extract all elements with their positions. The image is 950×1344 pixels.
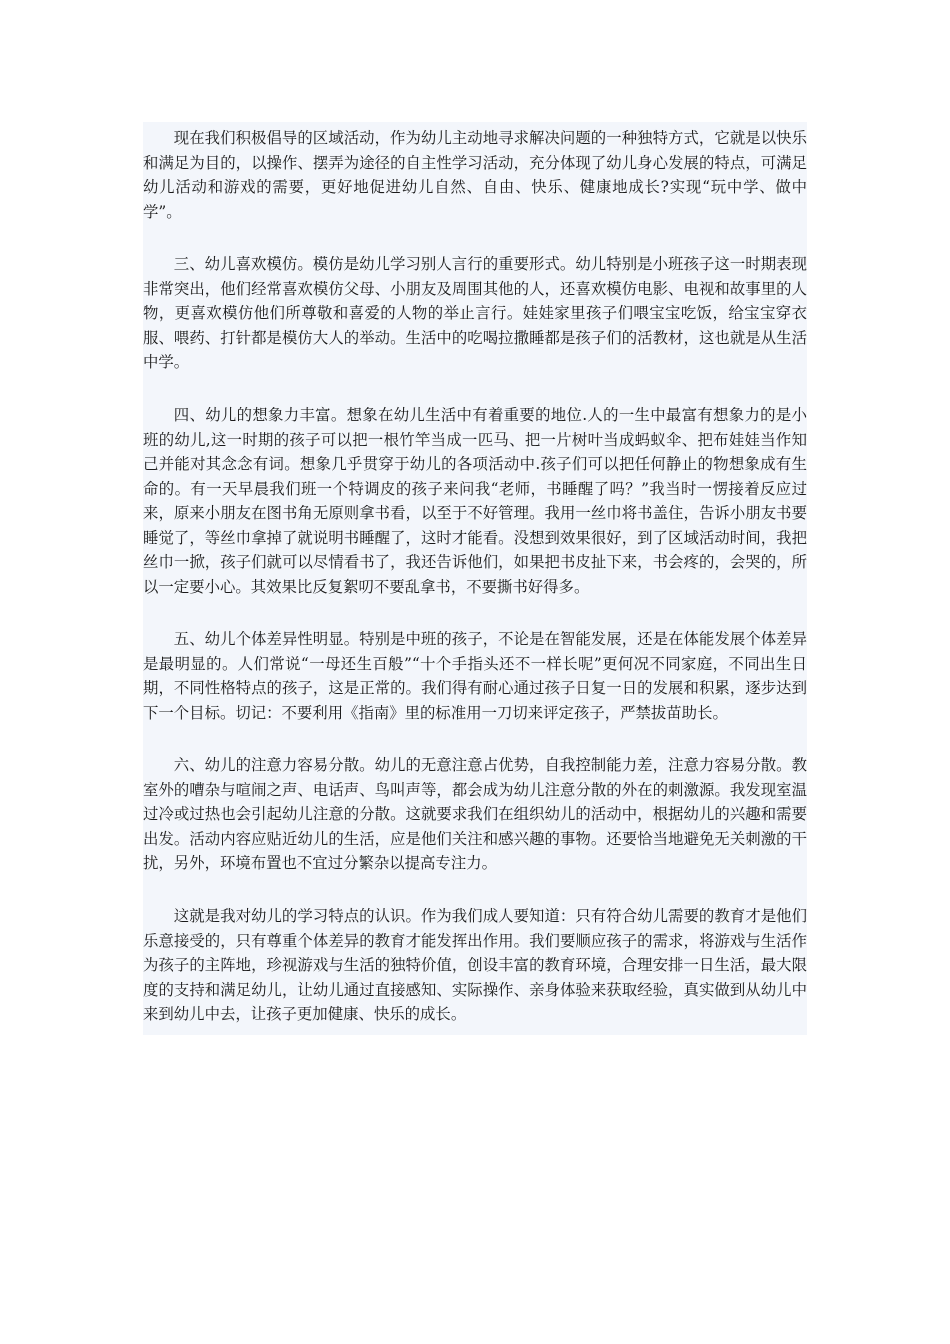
paragraph-attention: 六、幼儿的注意力容易分散。幼儿的无意注意占优势，自我控制能力差，注意力容易分散。教室外的嘈杂与喧闹之声、电话声、鸟叫声等，都会成为幼儿注意分散的外在的刺激源。我发现室温过冷或过热也会引起幼儿注意的分散。这就要求我们在组织幼儿的活动中，根据幼儿的兴趣和需要出发。活动内容应贴近幼儿的生活，应是他们关注和感兴趣的事物。还要恰当地避免无关刺激的干扰，另外，环境布置也不宜过分繁杂以提高专注力。: [143, 756, 807, 872]
paragraph-imagination: 四、幼儿的想象力丰富。想象在幼儿生活中有着重要的地位.人的一生中最富有想象力的是小班的幼儿,这一时期的孩子可以把一根竹竿当成一匹马、把一片树叶当成蚂蚁伞、把布娃娃当作知己并能对其念念有词。想象几乎贯穿于幼儿的各项活动中.孩子们可以把任何静止的物想象成有生命的。有一天早晨我们班一个特调皮的孩子来问我“老师，书睡醒了吗？”我当时一愣接着反应过来，原来小朋友在图书角无原则拿书看，以至于不好管理。我用一丝巾将书盖住，告诉小朋友书要睡觉了，等丝巾拿掉了就说明书睡醒了，这时才能看。没想到效果很好，到了区域活动时间，我把丝巾一掀，孩子们就可以尽情看书了，我还告诉他们，如果把书皮扯下来，书会疼的，会哭的，所以一定要小心。其效果比反复絮叨不要乱拿书，不要撕书好得多。: [143, 406, 807, 596]
paragraph-individual-differences: 五、幼儿个体差异性明显。特别是中班的孩子，不论是在智能发展，还是在体能发展个体差异是最明显的。人们常说“一母还生百般”“十个手指头还不一样长呢”更何况不同家庭，不同出生日期，不同性格特点的孩子，这是正常的。我们得有耐心通过孩子日复一日的发展和积累，逐步达到下一个目标。切记：不要利用《指南》里的标准用一刀切来评定孩子，严禁拔苗助长。: [143, 630, 807, 722]
paragraph-conclusion: 这就是我对幼儿的学习特点的认识。作为我们成人要知道：只有符合幼儿需要的教育才是他们乐意接受的，只有尊重个体差异的教育才能发挥出作用。我们要顺应孩子的需求，将游戏与生活作为孩子的主阵地，珍视游戏与生活的独特价值，创设丰富的教育环境，合理安排一日生活，最大限度的支持和满足幼儿，让幼儿通过直接感知、实际操作、亲身体验来获取经验，真实做到从幼儿中来到幼儿中去，让孩子更加健康、快乐的成长。: [143, 907, 807, 1023]
article-body: [143, 122, 807, 1035]
paragraph-imitation: 三、幼儿喜欢模仿。模仿是幼儿学习别人言行的重要形式。幼儿特别是小班孩子这一时期表现非常突出，他们经常喜欢模仿父母、小朋友及周围其他的人，还喜欢模仿电影、电视和故事里的人物，更喜欢模仿他们所尊敬和喜爱的人物的举止言行。娃娃家里孩子们喂宝宝吃饭，给宝宝穿衣服、喂药、打针都是模仿大人的举动。生活中的吃喝拉撒睡都是孩子们的活教材，这也就是从生活中学。: [143, 255, 807, 371]
paragraph-regional-activity: 现在我们积极倡导的区域活动，作为幼儿主动地寻求解决问题的一种独特方式，它就是以快乐和满足为目的，以操作、摆弄为途径的自主性学习活动，充分体现了幼儿身心发展的特点，可满足幼儿活动和游戏的需要，更好地促进幼儿自然、自由、快乐、健康地成长?实现“玩中学、做中学”。: [143, 129, 807, 221]
